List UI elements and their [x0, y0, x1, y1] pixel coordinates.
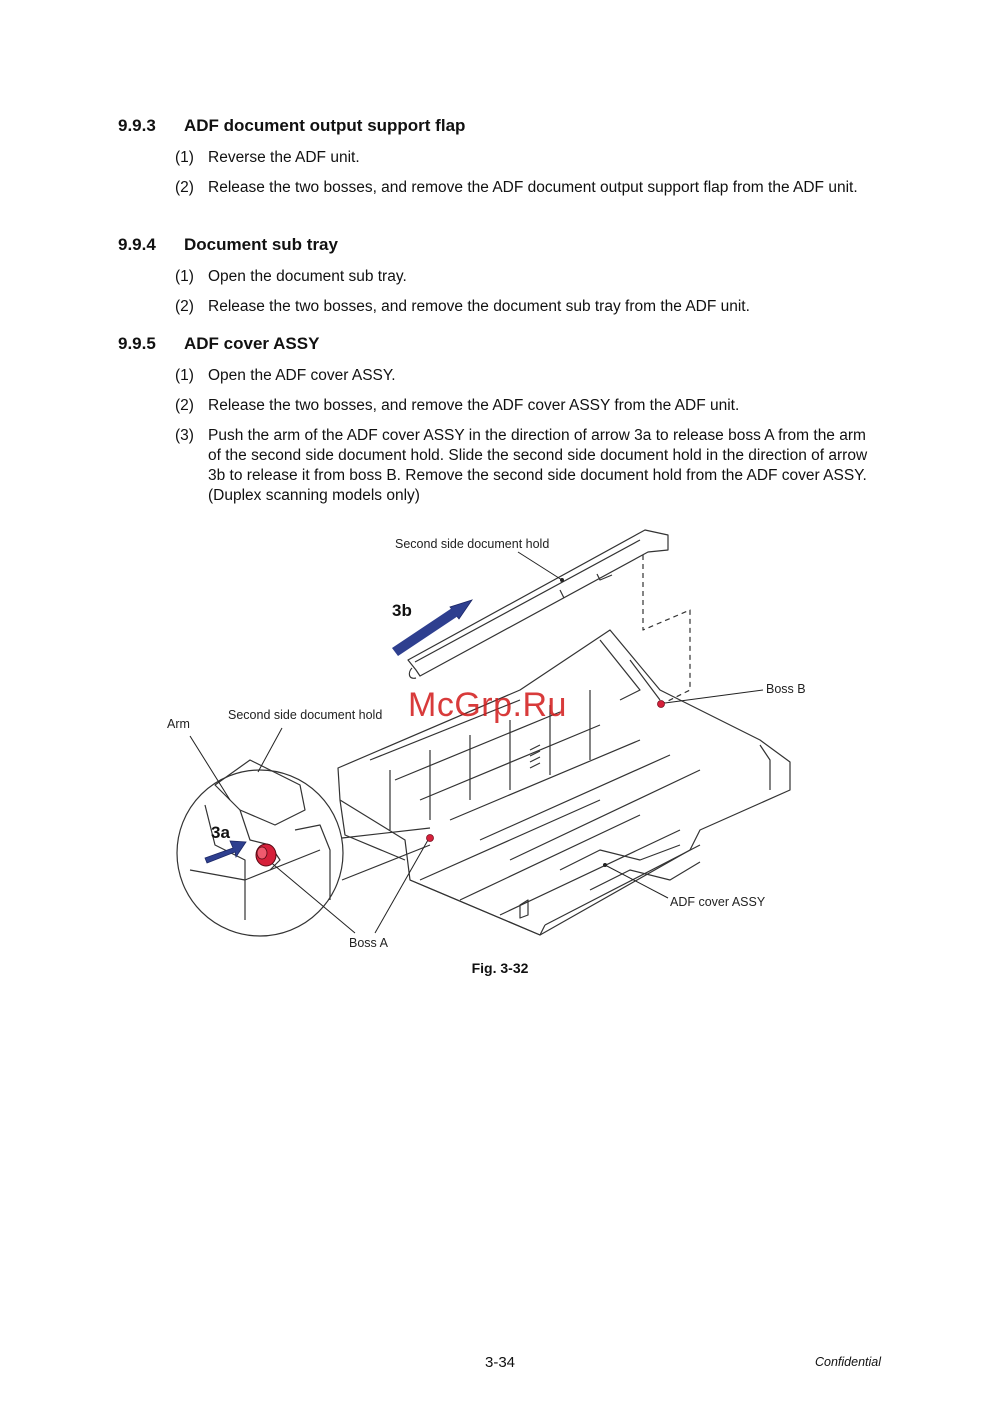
step-text: Push the arm of the ADF cover ASSY in the direction of arrow 3a to release boss A from the arm of the second side document hold. Slide the second side document hold in the direction of arrow 3b to release it from boss B. Remove the second side document hold from the ADF cover ASSY. (Duplex scanning models only) [208, 427, 868, 504]
step-text: Reverse the ADF unit. [208, 149, 360, 166]
label-boss-a: Boss A [349, 936, 388, 950]
step-text: Open the document sub tray. [208, 268, 407, 285]
adf-cover-outline [338, 630, 790, 935]
section-title: Document sub tray [184, 235, 338, 254]
section-number: 9.9.4 [118, 235, 156, 254]
boss-b-marker [658, 701, 665, 708]
step-number: (1) [175, 367, 194, 384]
arrow-3a-icon [205, 841, 246, 863]
step-number: (2) [175, 179, 194, 196]
label-arrow-3a: 3a [211, 823, 230, 842]
section-number: 9.9.3 [118, 116, 156, 135]
label-second-side-left: Second side document hold [228, 708, 383, 722]
second-side-hold-part [408, 530, 668, 676]
step-number: (1) [175, 268, 194, 285]
step-number: (1) [175, 149, 194, 166]
watermark: McGrp.Ru [408, 686, 567, 724]
label-arm: Arm [167, 717, 190, 731]
label-arrow-3b: 3b [392, 601, 412, 620]
boss-a-zoom-marker [256, 844, 276, 866]
section-title: ADF cover ASSY [184, 334, 320, 353]
step-number: (3) [175, 427, 194, 444]
step-text: Release the two bosses, and remove the ADF cover ASSY from the ADF unit. [208, 397, 740, 414]
step-text: Release the two bosses, and remove the ADF document output support flap from the ADF unit. [208, 179, 858, 196]
boss-a-marker [427, 835, 434, 842]
label-adf-cover: ADF cover ASSY [670, 895, 766, 909]
page-number: 3-34 [484, 1354, 516, 1371]
step-text: Release the two bosses, and remove the document sub tray from the ADF unit. [208, 298, 750, 315]
label-boss-b: Boss B [766, 682, 806, 696]
label-second-side-top: Second side document hold [395, 537, 550, 551]
section-title: ADF document output support flap [184, 116, 466, 135]
confidential-mark: Confidential [815, 1355, 882, 1369]
step-text: Open the ADF cover ASSY. [208, 367, 396, 384]
section-number: 9.9.5 [118, 334, 156, 353]
figure-caption: Fig. 3-32 [471, 960, 529, 976]
step-number: (2) [175, 298, 194, 315]
step-number: (2) [175, 397, 194, 414]
